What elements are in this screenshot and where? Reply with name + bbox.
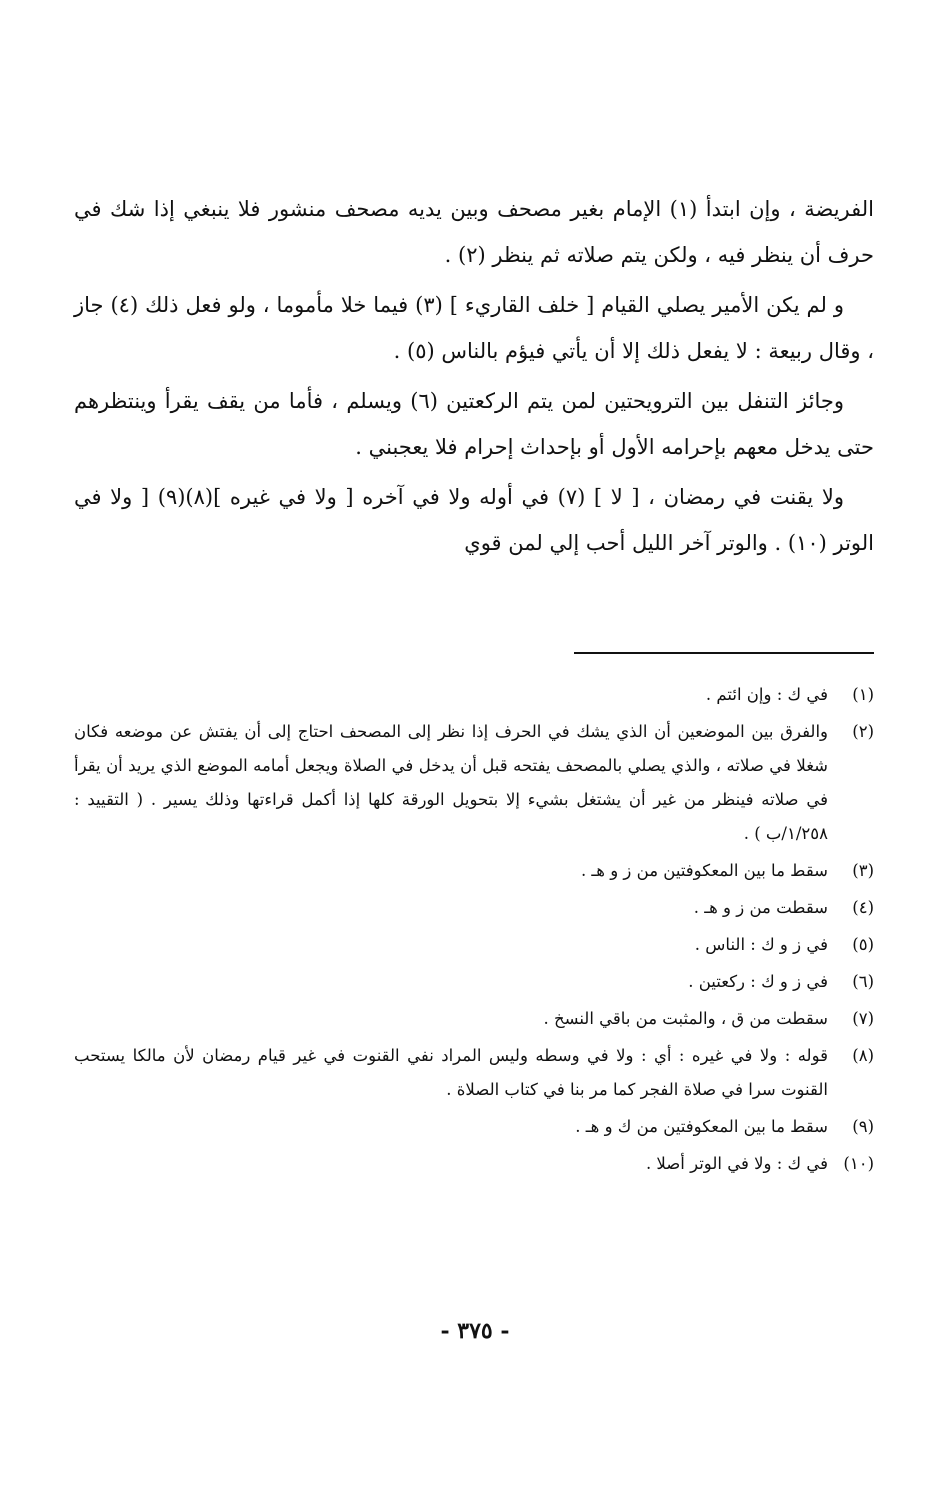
footnote-item	[74, 965, 874, 999]
footnote-item	[74, 1002, 874, 1036]
footnote-number: (٨)	[852, 1046, 874, 1065]
footnotes-section	[74, 678, 874, 1184]
footnote-number: (٩)	[852, 1117, 874, 1136]
footnote-item	[74, 678, 874, 712]
footnote-item	[74, 715, 874, 851]
footnote-text: والفرق بين الموضعين أن الذي يشك في الحرف إذا نظر إلى المصحف احتاج إلى أن يفتش عن موضعه فكان شغلا في صلاته ، والذي يصلي بالمصحف يفتحه قبل أن يدخل في الصلاة ويجعل أمامه الموضع الذي يريد أن يقرأ في صلاته فينظر من غير أن يشتغل بشيء إلا بتحويل الورقة كلها إذا أكمل قراءتها وذلك يسير . ( التقييد : ١/٢٥٨/ب ) .	[74, 722, 828, 843]
footnote-number: (٢)	[852, 722, 874, 741]
page-number: - ٣٧٥ -	[440, 1318, 510, 1344]
footnote-text: سقطت من ق ، والمثبت من باقي النسخ .	[543, 1009, 828, 1028]
paragraph-2: و لم يكن الأمير يصلي القيام [ خلف القاريء ] (٣) فيما خلا مأموما ، ولو فعل ذلك (٤) جاز ، وقال ربيعة : لا يفعل ذلك إلا أن يأتي فيؤم بالناس (٥) .	[74, 293, 874, 363]
footnote-number: (٤)	[852, 898, 874, 917]
footnote-text: في ك : ولا في الوتر أصلا .	[645, 1154, 828, 1173]
footnote-separator-line	[574, 652, 874, 654]
footnote-item	[74, 928, 874, 962]
footnote-text: في ك : وإن ائتم .	[705, 685, 828, 704]
footnote-number: (٥)	[852, 935, 874, 954]
paragraph-4: ولا يقنت في رمضان ، [ لا ] (٧) في أوله ولا في آخره [ ولا في غيره ](٨)(٩) [ ولا في الوتر (١٠) . والوتر آخر الليل أحب إلي لمن قوي	[74, 485, 874, 555]
footnote-text: قوله : ولا في غيره : أي : ولا في وسطه وليس المراد نفي القنوت في غير قيام رمضان لأن مالكا يستحب القنوت سرا في صلاة الفجر كما مر بنا في كتاب الصلاة .	[74, 1046, 828, 1099]
footnote-number: (١)	[852, 685, 874, 704]
paragraph-3: وجائز التنفل بين الترويحتين لمن يتم الركعتين (٦) ويسلم ، فأما من يقف يقرأ وينتظرهم حتى يدخل معهم بإحرامه الأول أو بإحداث إحرام فلا يعجبني .	[74, 389, 874, 459]
footnote-number: (١٠)	[843, 1154, 874, 1173]
footnote-item	[74, 1110, 874, 1144]
footnote-number: (٣)	[852, 861, 874, 880]
footnote-item	[74, 1039, 874, 1107]
footnote-item	[74, 891, 874, 925]
footnote-item	[74, 854, 874, 888]
footnote-number: (٧)	[852, 1009, 874, 1028]
footnote-text: سقط ما بين المعكوفتين من ز و هـ .	[580, 861, 828, 880]
footnote-text: سقط ما بين المعكوفتين من ك و هـ .	[575, 1117, 828, 1136]
main-text-body	[74, 186, 874, 570]
footnote-item	[74, 1147, 874, 1181]
paragraph-1: الفريضة ، وإن ابتدأ (١) الإمام بغير مصحف وبين يديه مصحف منشور فلا ينبغي إذا شك في حرف أن ينظر فيه ، ولكن يتم صلاته ثم ينظر (٢) .	[74, 197, 874, 267]
footnote-text: في ز و ك : ركعتين .	[688, 972, 828, 991]
footnote-text: سقطت من ز و هـ .	[693, 898, 828, 917]
footnote-number: (٦)	[852, 972, 874, 991]
footnote-text: في ز و ك : الناس .	[694, 935, 828, 954]
